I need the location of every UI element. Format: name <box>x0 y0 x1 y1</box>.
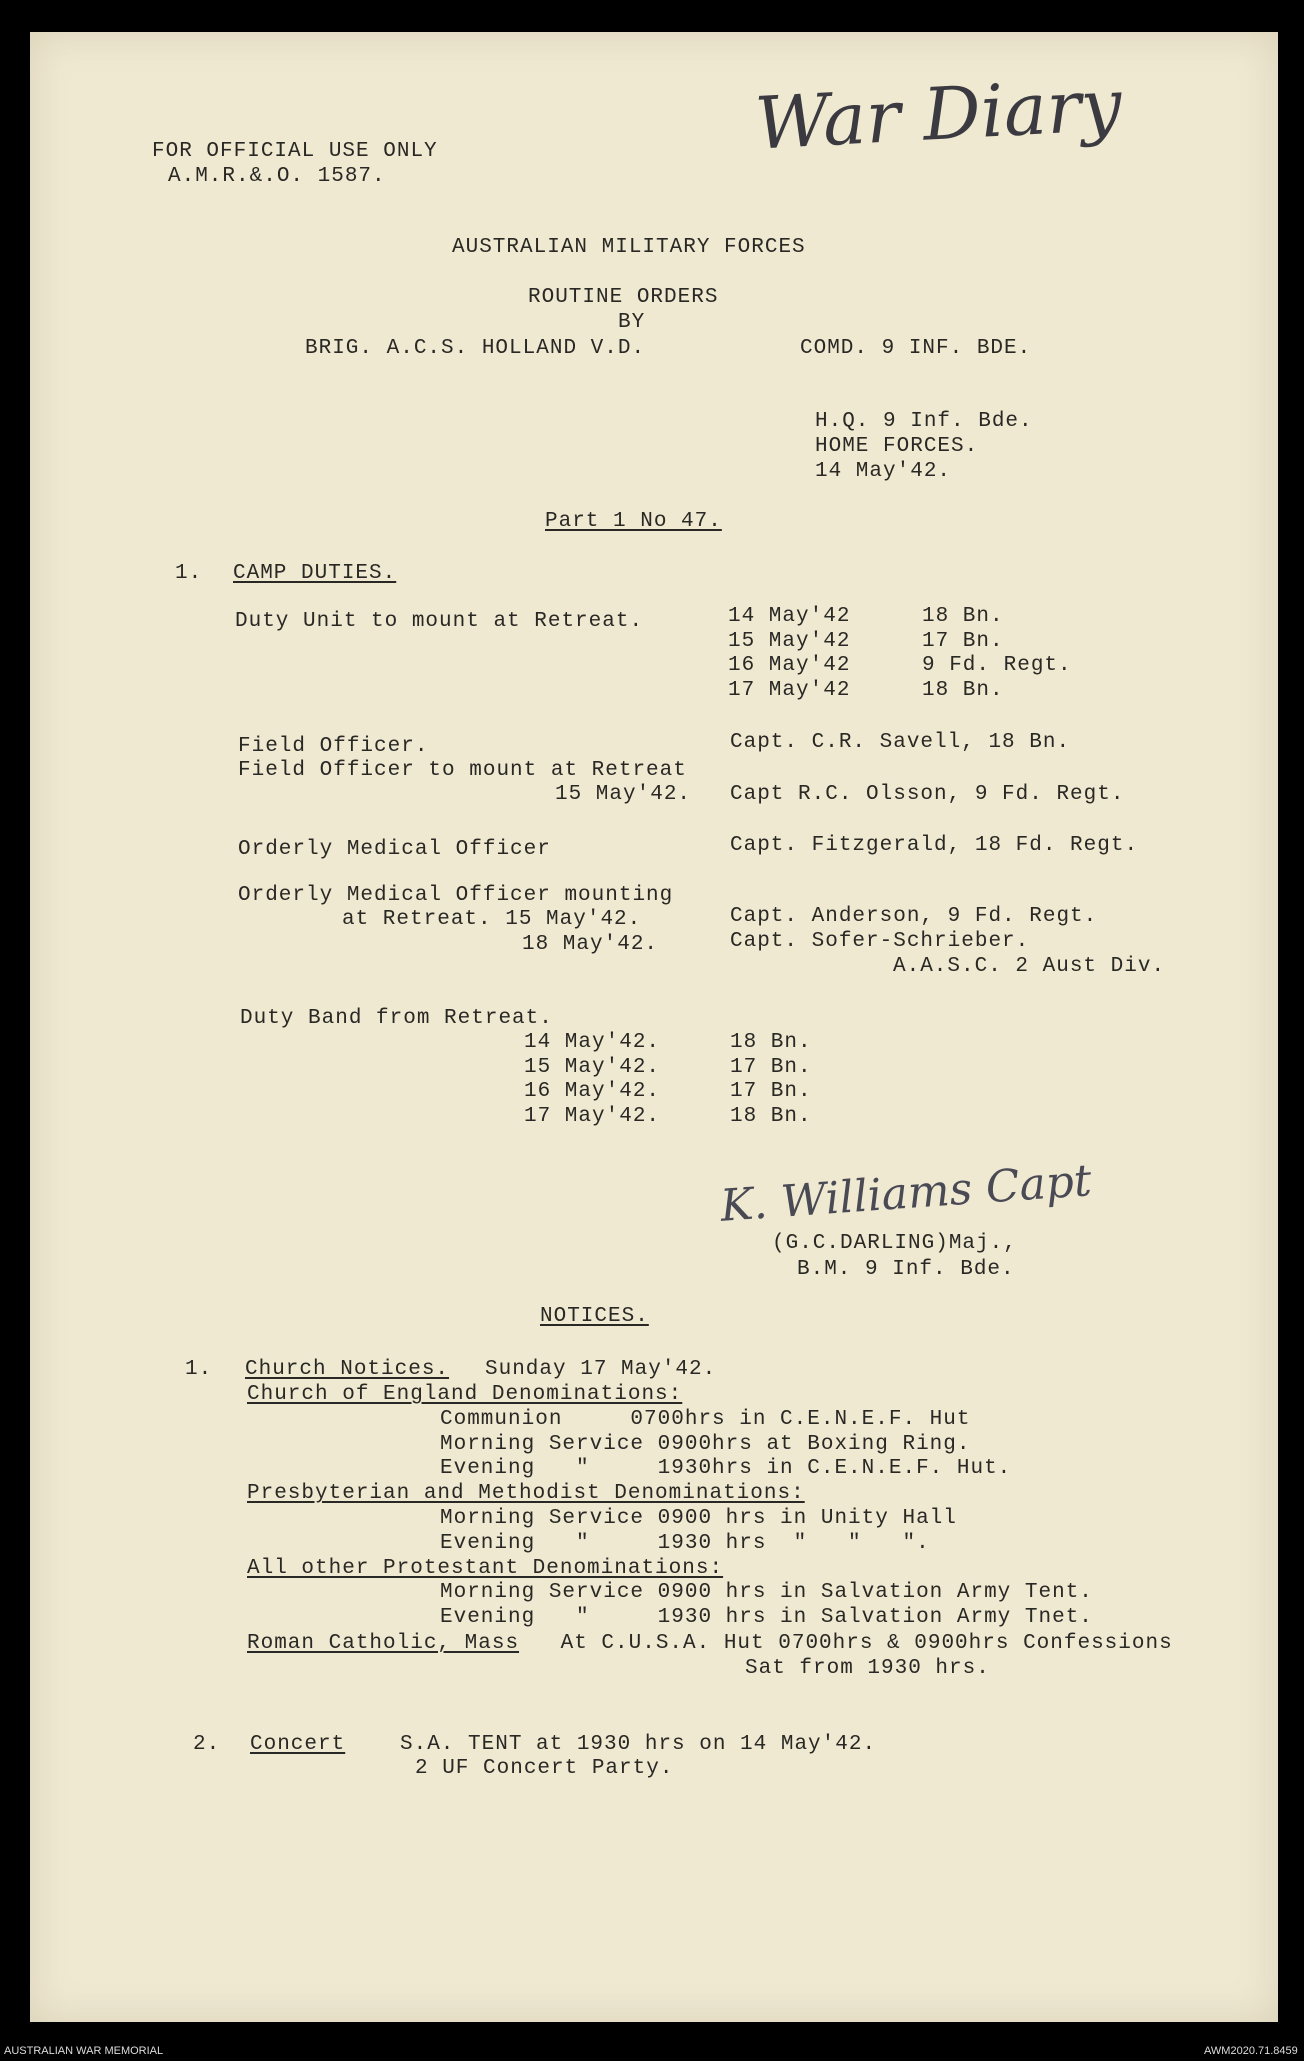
document-title: AUSTRALIAN MILITARY FORCES <box>452 236 806 259</box>
brigadier-line: BRIG. A.C.S. HOLLAND V.D. <box>305 337 646 360</box>
by-label: BY <box>618 311 646 334</box>
signatory-role: B.M. 9 Inf. Bde. <box>797 1258 1015 1281</box>
notices-heading: NOTICES. <box>540 1305 649 1328</box>
address-date: 14 May'42. <box>815 460 952 483</box>
duty-unit-label: Duty Unit to mount at Retreat. <box>235 610 644 633</box>
duty-unit-date: 16 May'42 <box>728 654 851 677</box>
duty-band-value: 17 Bn. <box>730 1055 812 1079</box>
duty-unit-value: 18 Bn. <box>922 605 1004 628</box>
duty-unit-value: 18 Bn. <box>922 678 1004 702</box>
concert-line-1: S.A. TENT at 1930 hrs on 14 May'42. <box>400 1733 877 1756</box>
roman-catholic-label: Roman Catholic, Mass <box>247 1632 520 1655</box>
signature-handwritten: K. Williams Capt <box>718 1155 1094 1232</box>
roman-catholic-text: At C.U.S.A. Hut 0700hrs & 0900hrs Confessions <box>547 1632 1173 1655</box>
field-officer-retreat-date: 15 May'42. <box>555 783 692 806</box>
medical-mount-2-value: Capt. Sofer-Schrieber. <box>730 930 1030 953</box>
church-notice-line: Communion 0700hrs in C.E.N.E.F. Hut <box>440 1407 971 1431</box>
field-officer-label: Field Officer. <box>238 735 429 758</box>
church-notice-line: Evening " 1930 hrs in Salvation Army Tnet. <box>440 1606 1093 1630</box>
duty-unit-date: 17 May'42 <box>728 678 851 702</box>
section-number: 1. <box>175 562 203 585</box>
field-officer-value: Capt. C.R. Savell, 18 Bn. <box>730 731 1071 754</box>
medical-officer-label: Orderly Medical Officer <box>238 838 551 861</box>
church-notices-day: Sunday 17 May'42. <box>485 1358 717 1381</box>
part-heading: Part 1 No 47. <box>545 510 722 533</box>
church-notice-line: Morning Service 0900 hrs in Salvation Army Tent. <box>440 1581 1093 1605</box>
church-notice-line: All other Protestant Denominations: <box>247 1556 724 1580</box>
camp-duties-heading: CAMP DUTIES. <box>233 562 397 585</box>
duty-unit-value: 9 Fd. Regt. <box>922 654 1072 677</box>
document-page <box>30 32 1278 2022</box>
handwritten-note: War Diary <box>753 62 1124 166</box>
footer-left: AUSTRALIAN WAR MEMORIAL <box>4 2045 164 2057</box>
duty-band-date: 15 May'42. <box>524 1055 661 1079</box>
duty-unit-date: 15 May'42 <box>728 629 851 653</box>
address-hq: H.Q. 9 Inf. Bde. <box>815 410 1033 433</box>
duty-band-value: 18 Bn. <box>730 1104 812 1128</box>
notice-number-church: 1. <box>185 1358 213 1381</box>
duty-band-date: 16 May'42. <box>524 1080 661 1103</box>
address-forces: HOME FORCES. <box>815 435 979 458</box>
medical-mount-label: Orderly Medical Officer mounting <box>238 884 674 907</box>
reference-number: A.M.R.&.O. 1587. <box>168 165 386 188</box>
church-notice-line: Morning Service 0900hrs at Boxing Ring. <box>440 1432 971 1456</box>
command-line: COMD. 9 INF. BDE. <box>800 337 1032 360</box>
document-subtitle: ROUTINE ORDERS <box>528 286 719 309</box>
church-notice-line: Evening " 1930 hrs " " ". <box>440 1531 930 1555</box>
official-use-label: FOR OFFICIAL USE ONLY <box>152 140 438 163</box>
church-notice-line: Presbyterian and Methodist Denominations: <box>247 1482 805 1506</box>
medical-mount-1-value: Capt. Anderson, 9 Fd. Regt. <box>730 905 1098 928</box>
duty-band-value: 18 Bn. <box>730 1031 812 1054</box>
church-notice-line: Morning Service 0900 hrs in Unity Hall <box>440 1507 957 1530</box>
church-notice-line: Evening " 1930hrs in C.E.N.E.F. Hut. <box>440 1457 1012 1481</box>
medical-mount-1-label: at Retreat. 15 May'42. <box>342 908 642 931</box>
church-notice-line: Church of England Denominations: <box>247 1383 683 1406</box>
field-officer-retreat-value: Capt R.C. Olsson, 9 Fd. Regt. <box>730 783 1125 806</box>
duty-band-date: 14 May'42. <box>524 1031 661 1054</box>
medical-mount-2-label: 18 May'42. <box>522 933 659 956</box>
concert-label: Concert <box>250 1733 346 1756</box>
duty-band-date: 17 May'42. <box>524 1104 661 1128</box>
medical-officer-value: Capt. Fitzgerald, 18 Fd. Regt. <box>730 834 1139 857</box>
footer-right: AWM2020.71.8459 <box>1204 2045 1298 2057</box>
medical-mount-2-unit: A.A.S.C. 2 Aust Div. <box>893 955 1166 978</box>
notice-number-concert: 2. <box>193 1733 221 1756</box>
duty-band-value: 17 Bn. <box>730 1080 812 1103</box>
duty-band-label: Duty Band from Retreat. <box>240 1007 553 1030</box>
church-notices-heading: Church Notices. <box>245 1358 450 1381</box>
signatory-name: (G.C.DARLING)Maj., <box>772 1232 1017 1255</box>
field-officer-retreat-label: Field Officer to mount at Retreat <box>238 759 687 782</box>
concert-line-2: 2 UF Concert Party. <box>415 1757 674 1780</box>
duty-unit-date: 14 May'42 <box>728 605 851 628</box>
roman-catholic-text-2: Sat from 1930 hrs. <box>745 1657 990 1680</box>
duty-unit-value: 17 Bn. <box>922 629 1004 653</box>
